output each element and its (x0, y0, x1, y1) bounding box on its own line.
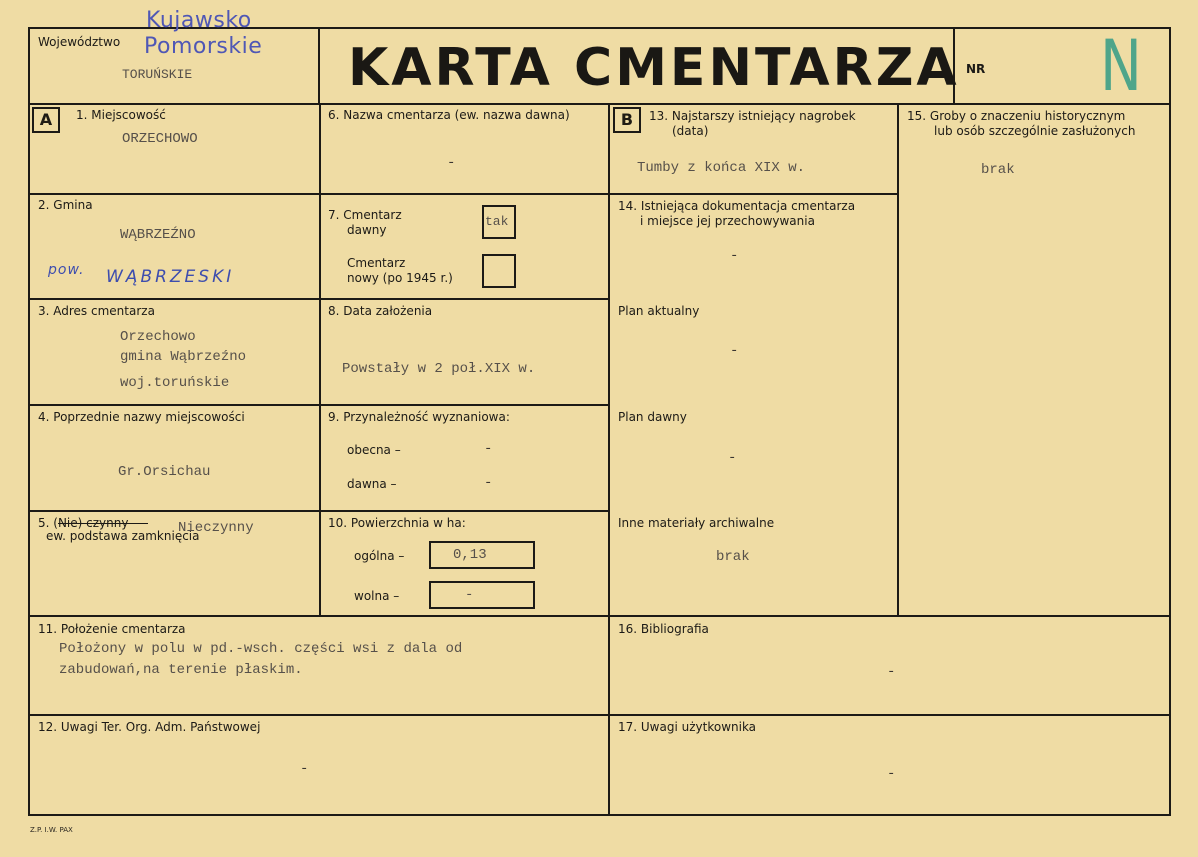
field-5-label-text: 5. (Nie) czynny (38, 516, 129, 530)
nr-handwritten-value: N (1100, 25, 1142, 107)
field-17-value: - (887, 766, 896, 782)
field-3-label: 3. Adres cmentarza (38, 304, 155, 318)
row-line-1 (29, 193, 609, 195)
field-4-value: Gr.Orsichau (118, 464, 211, 480)
field-3-line-3: woj.toruńskie (120, 375, 230, 391)
row-line-5 (29, 615, 1170, 617)
printer-mark: Z.P. I.W. PAX (30, 826, 73, 834)
field-1-value: ORZECHOWO (122, 131, 198, 147)
section-a-marker: A (32, 107, 60, 133)
field-17-label: 17. Uwagi użytkownika (618, 720, 757, 734)
field-10-wolna-label: wolna – (354, 589, 400, 603)
header-divider-left (318, 28, 320, 104)
row-line-3 (29, 404, 609, 406)
column-divider-3 (897, 104, 899, 615)
field-15-value: brak (981, 162, 1015, 178)
field-2-value: WĄBRZEŹNO (120, 227, 196, 243)
inne-materialy-value: brak (716, 549, 750, 565)
field-15-label-2: lub osób szczególnie zasłużonych (934, 124, 1136, 138)
field-5-strikethrough (58, 523, 148, 524)
field-10-label: 10. Powierzchnia w ha: (328, 516, 466, 530)
field-9-obecna-value: - (484, 441, 493, 457)
field-7-nowy-checkbox[interactable] (482, 254, 516, 288)
field-12-label: 12. Uwagi Ter. Org. Adm. Państwowej (38, 720, 261, 734)
field-16-label: 16. Bibliografia (618, 622, 709, 636)
field-11-label: 11. Położenie cmentarza (38, 622, 186, 636)
stamp-line-1: Kujawsko (146, 8, 252, 33)
field-11-line-1: Położony w polu w pd.-wsch. części wsi z dala od (59, 641, 463, 657)
field-13-label-1: 13. Najstarszy istniejący nagrobek (649, 109, 856, 123)
field-12-value: - (300, 761, 309, 777)
field-7-dawny-checkbox[interactable] (482, 205, 516, 239)
field-14-label-2: i miejsce jej przechowywania (640, 214, 815, 228)
inne-materialy-label: Inne materiały archiwalne (618, 516, 775, 530)
plan-dawny-label: Plan dawny (618, 410, 687, 424)
field-7-dawny-label-1: 7. Cmentarz (328, 208, 402, 222)
field-9-obecna-label: obecna – (347, 443, 401, 457)
field-6-label: 6. Nazwa cmentarza (ew. nazwa dawna) (328, 108, 570, 122)
field-10-wolna-value: - (465, 587, 474, 603)
nr-label: NR (966, 62, 986, 76)
plan-aktualny-value: - (730, 343, 739, 359)
column-divider-2 (608, 104, 610, 814)
field-7-dawny-label-2: dawny (347, 223, 387, 237)
field-6-value: - (447, 155, 456, 171)
field-5-label-2: ew. podstawa zamknięcia (46, 529, 200, 543)
field-13-label-2: (data) (672, 124, 709, 138)
field-8-value: Powstały w 2 poł.XIX w. (342, 361, 536, 377)
field-11-line-2: zabudowań,na terenie płaskim. (59, 662, 303, 678)
field-15-label-1: 15. Groby o znaczeniu historycznym (907, 109, 1126, 123)
field-2-hand-value: WĄBRZESKI (106, 267, 235, 287)
field-14-label-1: 14. Istniejąca dokumentacja cmentarza (618, 199, 856, 213)
header-bottom-line (29, 103, 1170, 105)
voivodeship-stamp (146, 8, 262, 60)
field-7-nowy-label-2: nowy (po 1945 r.) (347, 271, 453, 285)
field-2-label: 2. Gmina (38, 198, 93, 212)
row-line-6 (29, 714, 1170, 716)
row-line-col3 (609, 193, 898, 195)
field-14-value: - (730, 248, 739, 264)
field-7-dawny-value: tak (485, 214, 509, 229)
field-10-ogolna-label: ogólna – (354, 549, 405, 563)
field-4-label: 4. Poprzednie nazwy miejscowości (38, 410, 245, 424)
field-8-label: 8. Data założenia (328, 304, 433, 318)
field-3-line-2: gmina Wąbrzeźno (120, 349, 247, 365)
plan-dawny-value: - (728, 450, 737, 466)
wojewodztwo-label: Województwo (38, 35, 121, 49)
card-title: KARTA CMENTARZA (348, 38, 960, 98)
field-10-ogolna-box[interactable] (429, 541, 535, 569)
row-line-2 (29, 298, 609, 300)
field-16-value: - (887, 664, 896, 680)
field-9-dawna-label: dawna – (347, 477, 397, 491)
field-3-line-1: Orzechowo (120, 329, 196, 345)
section-b-marker: B (613, 107, 641, 133)
field-7-nowy-label-1: Cmentarz (347, 256, 406, 270)
column-divider-1 (319, 104, 321, 615)
field-1-label: 1. Miejscowość (76, 108, 166, 122)
field-9-label: 9. Przynależność wyznaniowa: (328, 410, 510, 424)
field-9-dawna-value: - (484, 475, 493, 491)
field-2-hand-prefix: pow. (48, 262, 85, 278)
row-line-4 (29, 510, 609, 512)
plan-aktualny-label: Plan aktualny (618, 304, 700, 318)
field-10-ogolna-value: 0,13 (453, 547, 487, 563)
field-13-value: Tumby z końca XIX w. (637, 160, 806, 176)
field-5-value: Nieczynny (178, 520, 254, 536)
wojewodztwo-typed-value: TORUŃSKIE (122, 67, 193, 82)
field-10-wolna-box[interactable] (429, 581, 535, 609)
stamp-line-2: Pomorskie (144, 34, 263, 59)
